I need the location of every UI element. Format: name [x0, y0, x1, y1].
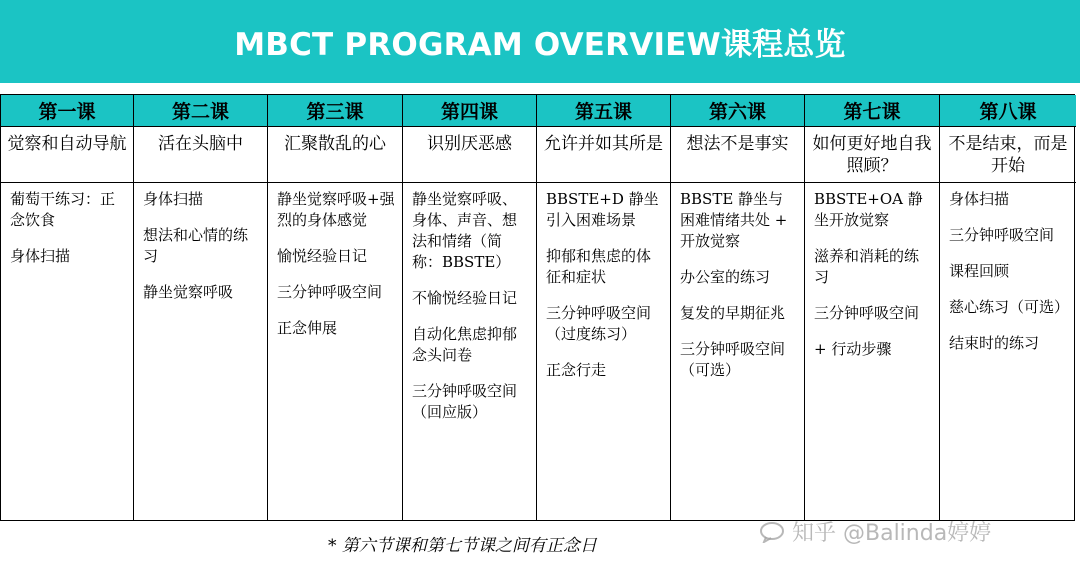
- activity-item: 慈心练习（可选）: [949, 298, 1070, 316]
- activity-item: 三分钟呼吸空间（可选）: [680, 340, 786, 379]
- session-activities: [403, 183, 537, 520]
- session-activities: [134, 183, 268, 520]
- activity-item: 身体扫描: [10, 247, 71, 265]
- activity-item: 三分钟呼吸空间: [949, 226, 1055, 244]
- session-theme: 如何更好地自我照顾？: [805, 127, 940, 183]
- program-table: [0, 94, 1075, 521]
- activity-item: 滋养和消耗的练习: [814, 247, 920, 286]
- activity-item: 身体扫描: [143, 190, 204, 208]
- session-activities: [940, 183, 1076, 520]
- activity-item: 正念伸展: [277, 319, 338, 337]
- activity-item: 静坐觉察呼吸+强烈的身体感觉: [277, 190, 395, 229]
- title-banner: [0, 0, 1080, 83]
- activity-item: 想法和心情的练习: [143, 226, 249, 265]
- activity-item: BBSTE+D 静坐引入困难场景: [546, 190, 659, 229]
- activity-item: 葡萄干练习：正念饮食: [10, 190, 116, 229]
- session-header: 第三课: [268, 95, 403, 127]
- session-header: 第七课: [805, 95, 940, 127]
- footnote: * 第六节课和第七节课之间有正念日: [328, 536, 597, 556]
- activity-item: 不愉悦经验日记: [412, 289, 518, 307]
- activity-item: 三分钟呼吸空间: [814, 304, 920, 322]
- activity-item: + 行动步骤: [814, 340, 892, 358]
- activity-item: 抑郁和焦虑的体征和症状: [546, 247, 652, 286]
- session-header: 第八课: [940, 95, 1076, 127]
- session-header: 第六课: [671, 95, 805, 127]
- page-title: MBCT PROGRAM OVERVIEW课程总览: [234, 27, 846, 63]
- activity-item: 三分钟呼吸空间: [277, 283, 383, 301]
- session-header: 第一课: [1, 95, 134, 127]
- watermark-text: 知乎 @Balinda婷婷: [792, 521, 992, 546]
- activity-item: 静坐觉察呼吸: [143, 283, 234, 301]
- session-theme: 活在头脑中: [134, 127, 268, 183]
- session-theme: 觉察和自动导航: [1, 127, 134, 183]
- activity-item: 课程回顾: [949, 262, 1010, 280]
- activity-item: 自动化焦虑抑郁念头问卷: [412, 325, 518, 364]
- session-theme: 识别厌恶感: [403, 127, 537, 183]
- activity-item: 身体扫描: [949, 190, 1010, 208]
- session-activities: [805, 183, 940, 520]
- session-activities: [268, 183, 403, 520]
- activity-item: 三分钟呼吸空间（回应版）: [412, 382, 518, 421]
- activity-item: 正念行走: [546, 361, 607, 379]
- session-theme: 允许并如其所是: [537, 127, 671, 183]
- activity-item: 复发的早期征兆: [680, 304, 786, 322]
- activity-item: 静坐觉察呼吸、身体、声音、想法和情绪（简称：BBSTE）: [412, 190, 518, 271]
- session-activities: [671, 183, 805, 520]
- session-activities: [1, 183, 134, 520]
- session-header: 第五课: [537, 95, 671, 127]
- session-theme: 想法不是事实: [671, 127, 805, 183]
- session-header: 第四课: [403, 95, 537, 127]
- activity-item: BBSTE+OA 静坐开放觉察: [814, 190, 923, 229]
- session-header: 第二课: [134, 95, 268, 127]
- activity-item: 结束时的练习: [949, 334, 1040, 352]
- activity-item: 办公室的练习: [680, 268, 771, 286]
- activity-item: 三分钟呼吸空间（过度练习）: [546, 304, 652, 343]
- activity-item: BBSTE 静坐与困难情绪共处 + 开放觉察: [680, 190, 788, 250]
- activity-item: 愉悦经验日记: [277, 247, 368, 265]
- session-activities: [537, 183, 671, 520]
- chat-bubble-icon: [760, 521, 786, 543]
- session-theme: 汇聚散乱的心: [268, 127, 403, 183]
- watermark: [760, 516, 991, 547]
- session-theme: 不是结束，而是开始: [940, 127, 1076, 183]
